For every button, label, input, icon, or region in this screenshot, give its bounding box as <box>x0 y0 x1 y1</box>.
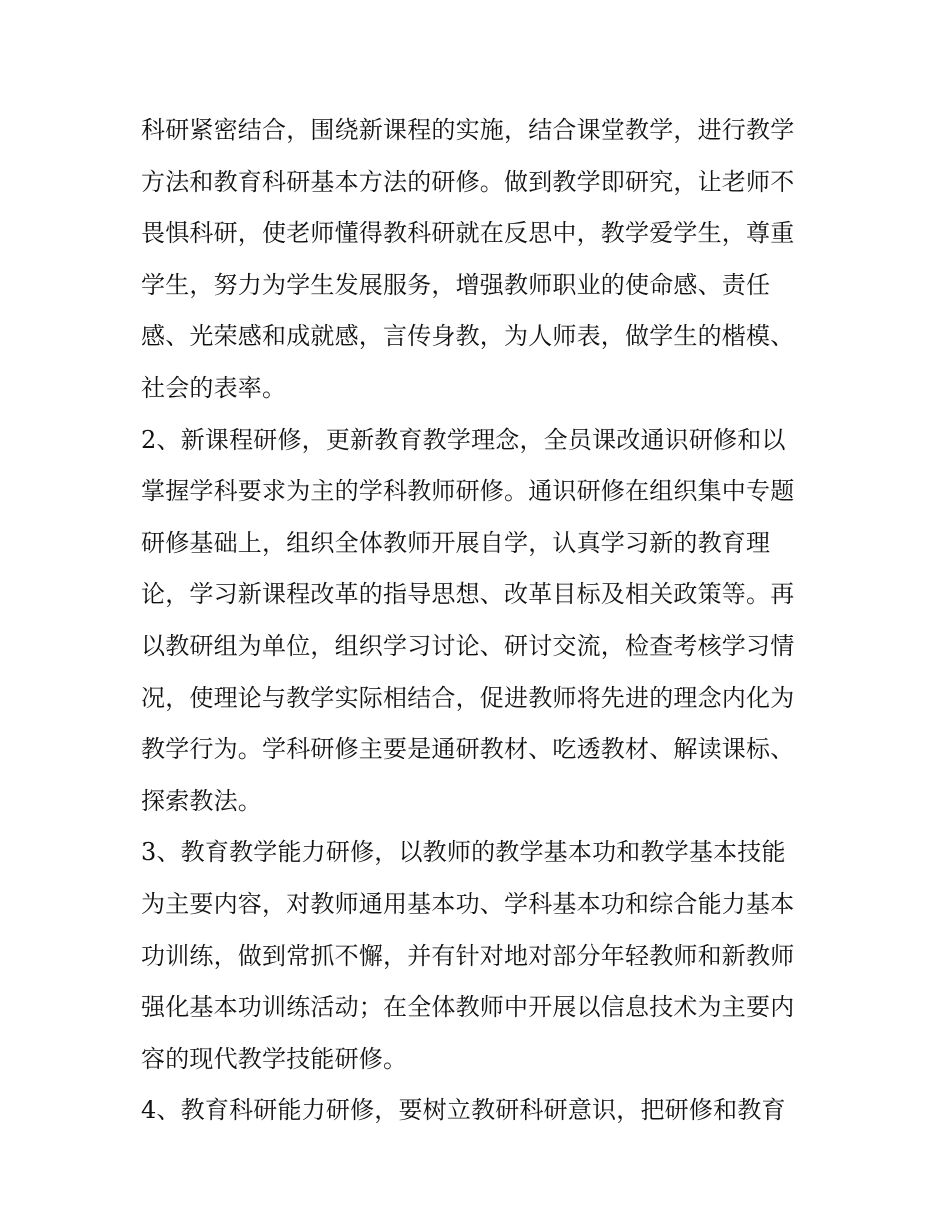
text-line: 学生，努力为学生发展服务，增强教师职业的使命感、责任 <box>141 270 771 299</box>
text-line: 社会的表率。 <box>141 373 287 402</box>
text-line: 方法和教育科研基本方法的研修。做到教学即研究，让老师不 <box>141 167 795 196</box>
body-text <box>141 105 821 1137</box>
text-line: 教学行为。学科研修主要是通研教材、吃透教材、解读课标、 <box>141 735 795 764</box>
text-line: 3、教育教学能力研修，以教师的教学基本功和教学基本技能 <box>141 838 786 867</box>
text-line: 感、光荣感和成就感，言传身教，为人师表，做学生的楷模、 <box>141 322 795 351</box>
text-line: 容的现代教学技能研修。 <box>141 1044 408 1073</box>
text-line: 论，学习新课程改革的指导思想、改革目标及相关政策等。再 <box>141 580 795 609</box>
text-line: 2、新课程研修，更新教育教学理念，全员课改通识研修和以 <box>141 425 786 454</box>
text-line: 探索教法。 <box>141 786 262 815</box>
text-line: 4、教育科研能力研修，要树立教研科研意识，把研修和教育 <box>141 1096 786 1125</box>
text-line: 功训练，做到常抓不懈，并有针对地对部分年轻教师和新教师 <box>141 941 795 970</box>
text-line: 为主要内容，对教师通用基本功、学科基本功和综合能力基本 <box>141 889 795 918</box>
text-line: 强化基本功训练活动；在全体教师中开展以信息技术为主要内 <box>141 993 795 1022</box>
text-line: 以教研组为单位，组织学习讨论、研讨交流，检查考核学习情 <box>141 631 795 660</box>
text-line: 掌握学科要求为主的学科教师研修。通识研修在组织集中专题 <box>141 477 795 506</box>
text-line: 科研紧密结合，围绕新课程的实施，结合课堂教学，进行教学 <box>141 116 795 144</box>
text-line: 况，使理论与教学实际相结合，促进教师将先进的理念内化为 <box>141 683 795 712</box>
text-line: 畏惧科研，使老师懂得教科研就在反思中，教学爱学生，尊重 <box>141 219 795 248</box>
text-line: 研修基础上，组织全体教师开展自学，认真学习新的教育理 <box>141 528 771 557</box>
